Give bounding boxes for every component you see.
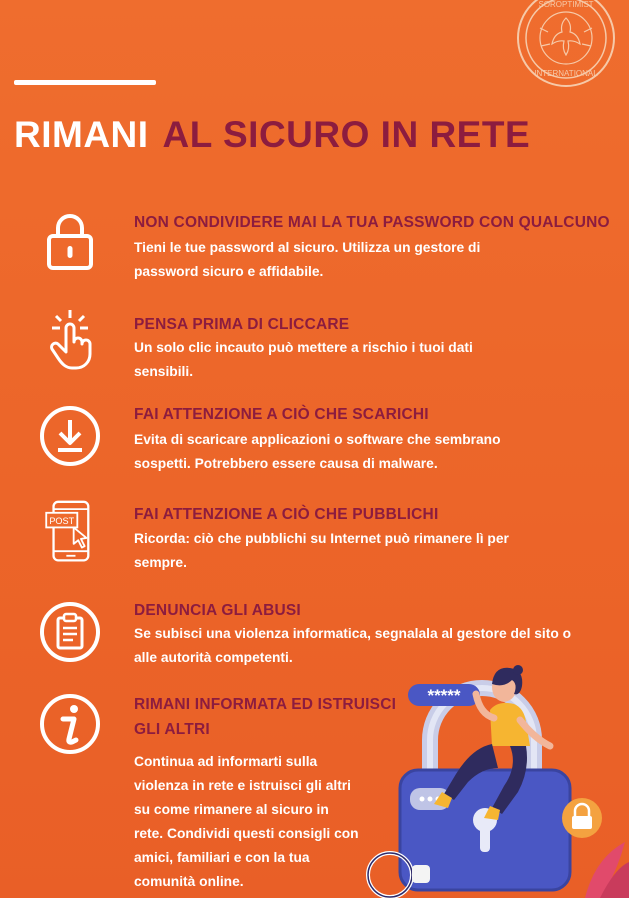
tip-heading: FAI ATTENZIONE A CIÒ CHE PUBBLICHI bbox=[134, 506, 439, 523]
info-icon bbox=[38, 692, 102, 756]
tip-heading: NON CONDIVIDERE MAI LA TUA PASSWORD CON QUALCUNO bbox=[134, 214, 610, 231]
tip-text: Se subisci una violenza informatica, segnalala al gestore del sito o alle autorità competenti. bbox=[134, 626, 572, 665]
page-title bbox=[14, 114, 530, 156]
logo-bottom-text: INTERNATIONAL bbox=[534, 69, 598, 78]
tip-text-line: comunità online. bbox=[134, 874, 244, 889]
security-illustration bbox=[360, 660, 629, 898]
tip-text-line: Continua ad informarti sulla bbox=[134, 754, 318, 769]
tip-heading: PENSA PRIMA DI CLICCARE bbox=[134, 316, 350, 333]
password-mask: ***** bbox=[427, 686, 461, 705]
phone-post-icon bbox=[38, 500, 102, 570]
tip-text-line: rete. Condividi questi consigli con bbox=[134, 826, 359, 841]
tip-text-line: amici, familiari e con la tua bbox=[134, 850, 310, 865]
post-label: POST bbox=[49, 515, 75, 526]
hand-click-icon bbox=[38, 308, 102, 372]
tip-text: Tieni le tue password al sicuro. Utilizza un gestore di password sicuro e affidabile. bbox=[134, 240, 481, 279]
tip-heading: FAI ATTENZIONE A CIÒ CHE SCARICHI bbox=[134, 406, 429, 423]
tip-heading-line-1: RIMANI INFORMATA ED ISTRUISCI bbox=[134, 696, 397, 713]
tip-text-line: su come rimanere al sicuro in bbox=[134, 802, 329, 817]
soroptimist-logo bbox=[510, 0, 622, 94]
tip-text: Evita di scaricare applicazioni o software che sembrano sospetti. Potrebbero essere causa di malware. bbox=[134, 432, 501, 471]
logo-top-text: SOROPTIMIST bbox=[538, 0, 594, 9]
title-part-2: AL SICURO IN RETE bbox=[162, 114, 531, 155]
title-part-1: RIMANI bbox=[14, 114, 149, 155]
download-icon bbox=[38, 404, 102, 468]
tip-heading: DENUNCIA GLI ABUSI bbox=[134, 602, 301, 619]
tip-heading-line-2: GLI ALTRI bbox=[134, 721, 210, 738]
clipboard-icon bbox=[38, 600, 102, 664]
lock-icon bbox=[38, 208, 102, 272]
tip-text: Un solo clic incauto può mettere a rischio i tuoi dati sensibili. bbox=[134, 340, 473, 379]
tip-text bbox=[134, 750, 394, 894]
top-decorative-bar bbox=[14, 80, 156, 85]
tip-text: Ricorda: ciò che pubblichi su Internet può rimanere lì per sempre. bbox=[134, 531, 509, 570]
tip-text-line: violenza in rete e istruisci gli altri bbox=[134, 778, 351, 793]
